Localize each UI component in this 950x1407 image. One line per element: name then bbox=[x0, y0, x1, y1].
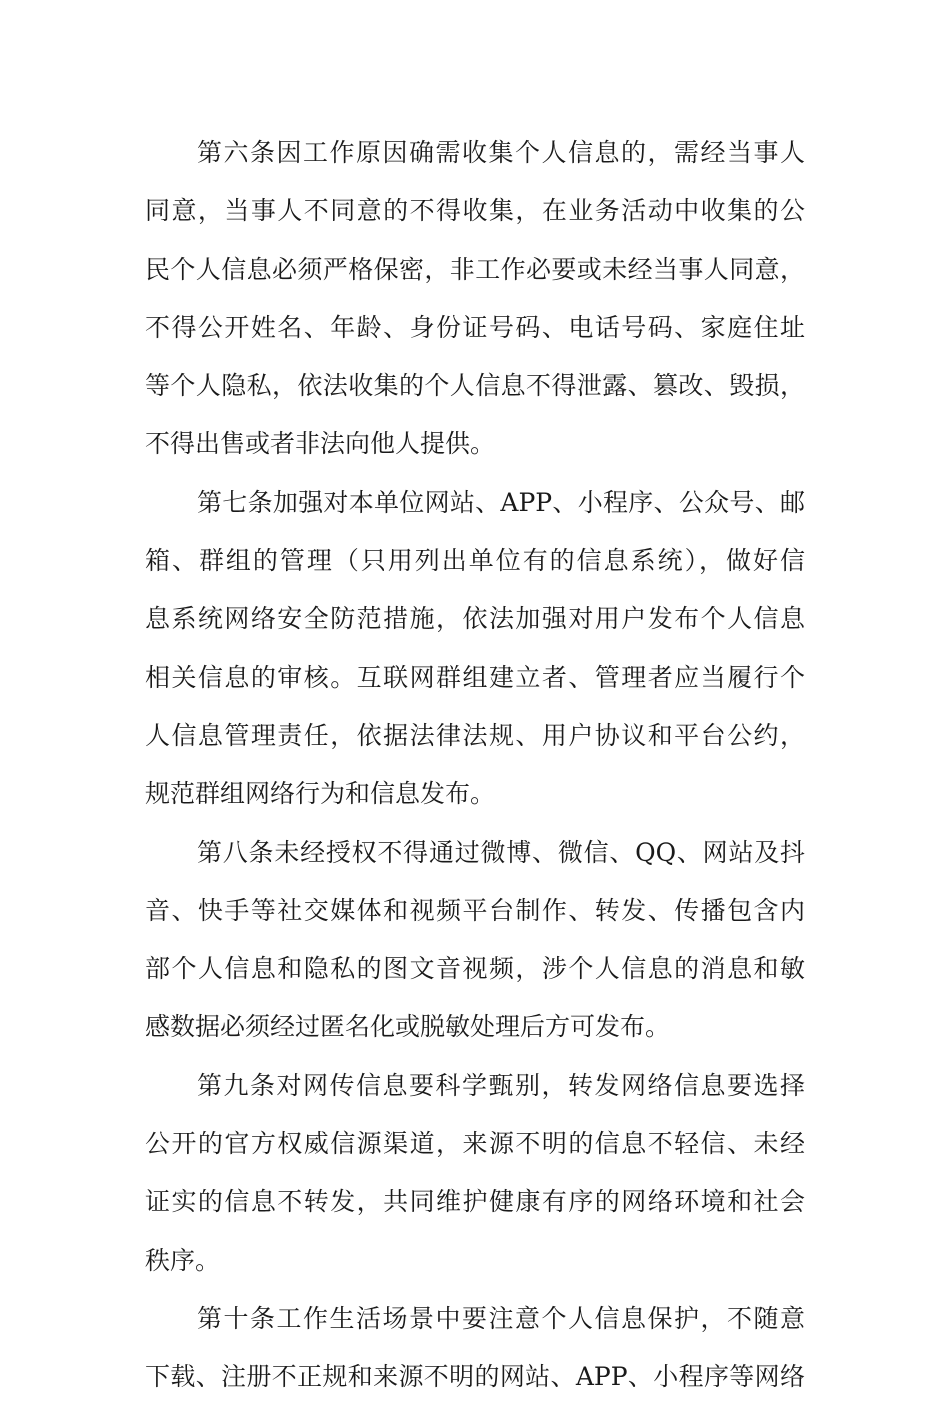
text-line: 人信息管理责任，依据法律法规、用户协议和平台公约， bbox=[145, 720, 805, 750]
text-line: 箱、群组的管理（只用列出单位有的信息系统），做好信 bbox=[145, 546, 805, 576]
text-line: 等个人隐私，依法收集的个人信息不得泄露、篡改、毁损， bbox=[145, 371, 805, 401]
text-line: 民个人信息必须严格保密，非工作必要或未经当事人同意， bbox=[145, 254, 805, 284]
text-line: 音、快手等社交媒体和视频平台制作、转发、传播包含内 bbox=[145, 895, 805, 925]
text-line: 第六条因工作原因确需收集个人信息的，需经当事人 bbox=[197, 138, 805, 167]
text-line: 第八条未经授权不得通过微博、微信、QQ、网站及抖 bbox=[197, 837, 805, 867]
text-line: 公开的官方权威信源渠道，来源不明的信息不轻信、未经 bbox=[145, 1129, 805, 1159]
document-body bbox=[145, 124, 805, 1407]
text-line: 同意，当事人不同意的不得收集，在业务活动中收集的公 bbox=[145, 196, 805, 226]
text-line: 秩序。 bbox=[145, 1245, 221, 1275]
text-line: 息系统网络安全防范措施，依法加强对用户发布个人信息 bbox=[145, 604, 805, 634]
article-8 bbox=[145, 824, 805, 1057]
text-line: 规范群组网络行为和信息发布。 bbox=[145, 779, 496, 809]
text-line: 第七条加强对本单位网站、APP、小程序、公众号、邮 bbox=[197, 487, 805, 517]
text-line: 部个人信息和隐私的图文音视频，涉个人信息的消息和敏 bbox=[145, 954, 805, 984]
text-line: 不得出售或者非法向他人提供。 bbox=[145, 429, 496, 459]
article-9 bbox=[145, 1057, 805, 1290]
article-7 bbox=[145, 474, 805, 824]
article-6 bbox=[145, 124, 805, 474]
text-line: 下载、注册不正规和来源不明的网站、APP、小程序等网络 bbox=[145, 1362, 805, 1392]
text-line: 相关信息的审核。互联网群组建立者、管理者应当履行个 bbox=[145, 662, 805, 692]
text-line: 感数据必须经过匿名化或脱敏处理后方可发布。 bbox=[145, 1012, 671, 1042]
text-line: 第九条对网传信息要科学甄别，转发网络信息要选择 bbox=[197, 1070, 805, 1100]
article-10 bbox=[145, 1290, 805, 1407]
text-line: 第十条工作生活场景中要注意个人信息保护，不随意 bbox=[197, 1303, 805, 1333]
text-line: 证实的信息不转发，共同维护健康有序的网络环境和社会 bbox=[145, 1187, 805, 1217]
text-line: 不得公开姓名、年龄、身份证号码、电话号码、家庭住址 bbox=[145, 312, 805, 342]
